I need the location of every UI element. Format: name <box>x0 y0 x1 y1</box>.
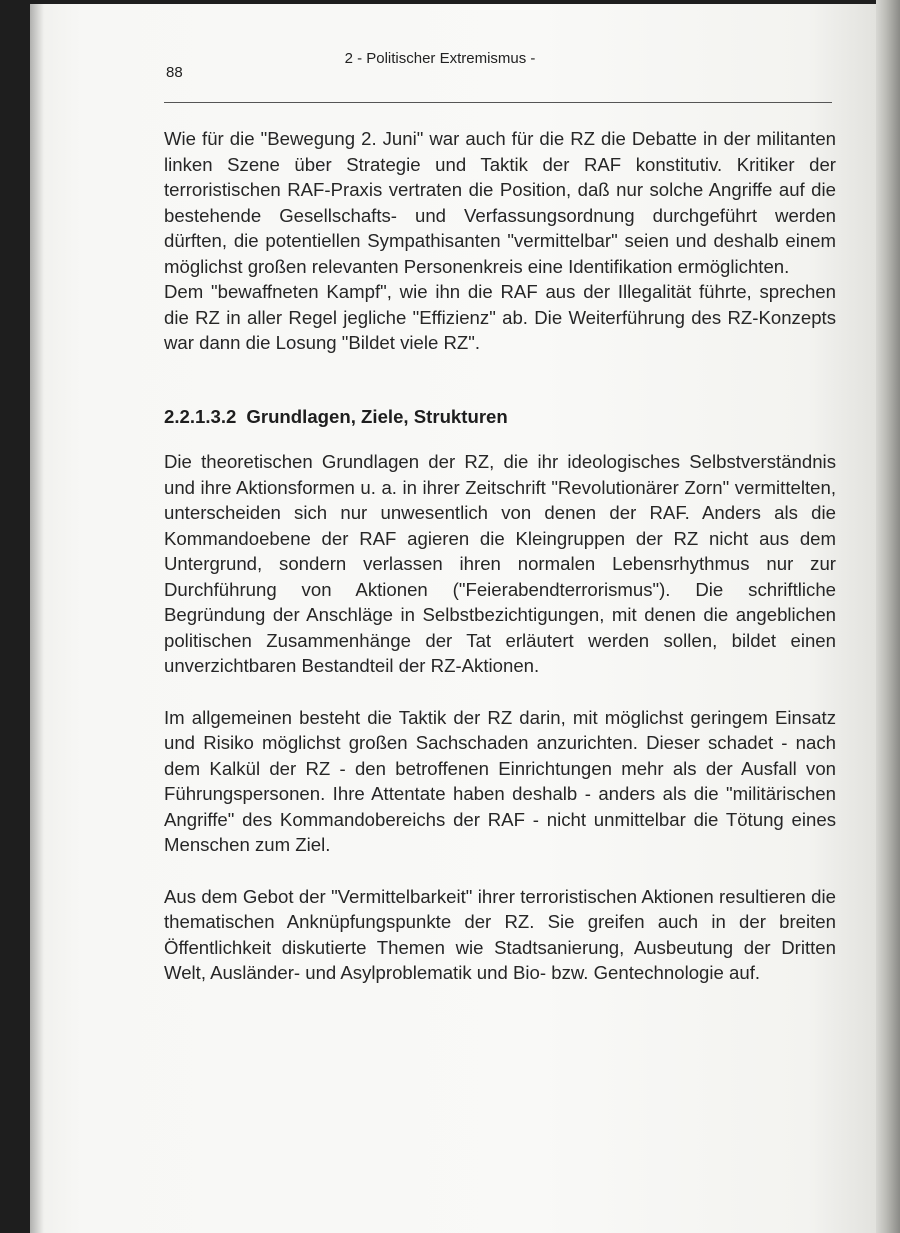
book-page <box>30 4 876 1233</box>
paragraph-5: Aus dem Gebot der "Vermittelbarkeit" ihrer terroristischen Aktionen resultieren die thematischen Anknüpfungspunkte der RZ. Sie greifen auch in der breiten Öffentlichkeit diskutierte Themen wie Stadtsanierung, Ausbeutung der Dritten Welt, Ausländer- und Asylproblematik und Bio- bzw. Gentechnologie auf. <box>164 885 836 983</box>
paragraph-2: Dem "bewaffneten Kampf", wie ihn die RAF aus der Illegalität führte, sprechen die RZ in aller Regel jegliche "Effizienz" ab. Die Weiterführung des RZ-Konzepts war dann die Losung "Bildet viele RZ". <box>164 281 836 353</box>
paragraph-1: Wie für die "Bewegung 2. Juni" war auch für die RZ die Debatte in der militanten linken Szene über Strategie und Taktik der RAF konstitutiv. Kritiker der terroristischen RAF-Praxis vertraten die Position, daß nur solche Angriffe auf die bestehende Gesellschafts- und Verfassungsordnung durchgeführt werden dürften, die potentiellen Sympathisanten "vermittelbar" seien und deshalb einem möglichst großen relevanten Personenkreis eine Identifikation ermöglichten. <box>164 128 836 277</box>
paragraph-4: Im allgemeinen besteht die Taktik der RZ darin, mit möglichst geringem Einsatz und Risiko möglichst großen Sachschaden anzurichten. Dieser schadet - nach dem Kalkül der RZ - den betroffenen Einrichtungen mehr als der Ausfall von Führungspersonen. Ihre Attentate haben deshalb - anders als die "militärischen Angriffe" des Kommandobereichs der RAF - nicht unmittelbar die Tötung eines Menschen zum Ziel. <box>164 706 836 855</box>
section-title: Grundlagen, Ziele, Strukturen <box>246 405 508 427</box>
binding-shadow <box>30 4 44 1233</box>
header-rule <box>164 102 832 103</box>
page-edge-shadow <box>876 0 900 1233</box>
section-heading <box>164 404 836 430</box>
page-number: 88 <box>166 64 183 81</box>
page-body <box>164 126 836 986</box>
paragraph-3: Die theoretischen Grundlagen der RZ, die ihr ideologisches Selbstverständnis und ihre Aktionsformen u. a. in ihrer Zeitschrift "Revolutionärer Zorn" vermittelten, unterscheiden sich nur unwesentlich von denen der RAF. Anders als die Kommandoebene der RAF agieren die Kleingruppen der RZ nicht aus dem Untergrund, sondern verlassen ihren normalen Lebensrhythmus nur zur Durchführung von Aktionen ("Feierabendterrorismus"). Die schriftliche Begründung der Anschläge in Selbstbezichtigungen, mit denen die angeblichen politischen Zusammenhänge der Tat erläutert werden sollen, bildet einen unverzichtbaren Bestandteil der RZ-Aktionen. <box>164 451 836 676</box>
running-title: 2 - Politischer Extremismus - <box>344 50 536 67</box>
section-number: 2.2.1.3.2 <box>164 405 237 427</box>
